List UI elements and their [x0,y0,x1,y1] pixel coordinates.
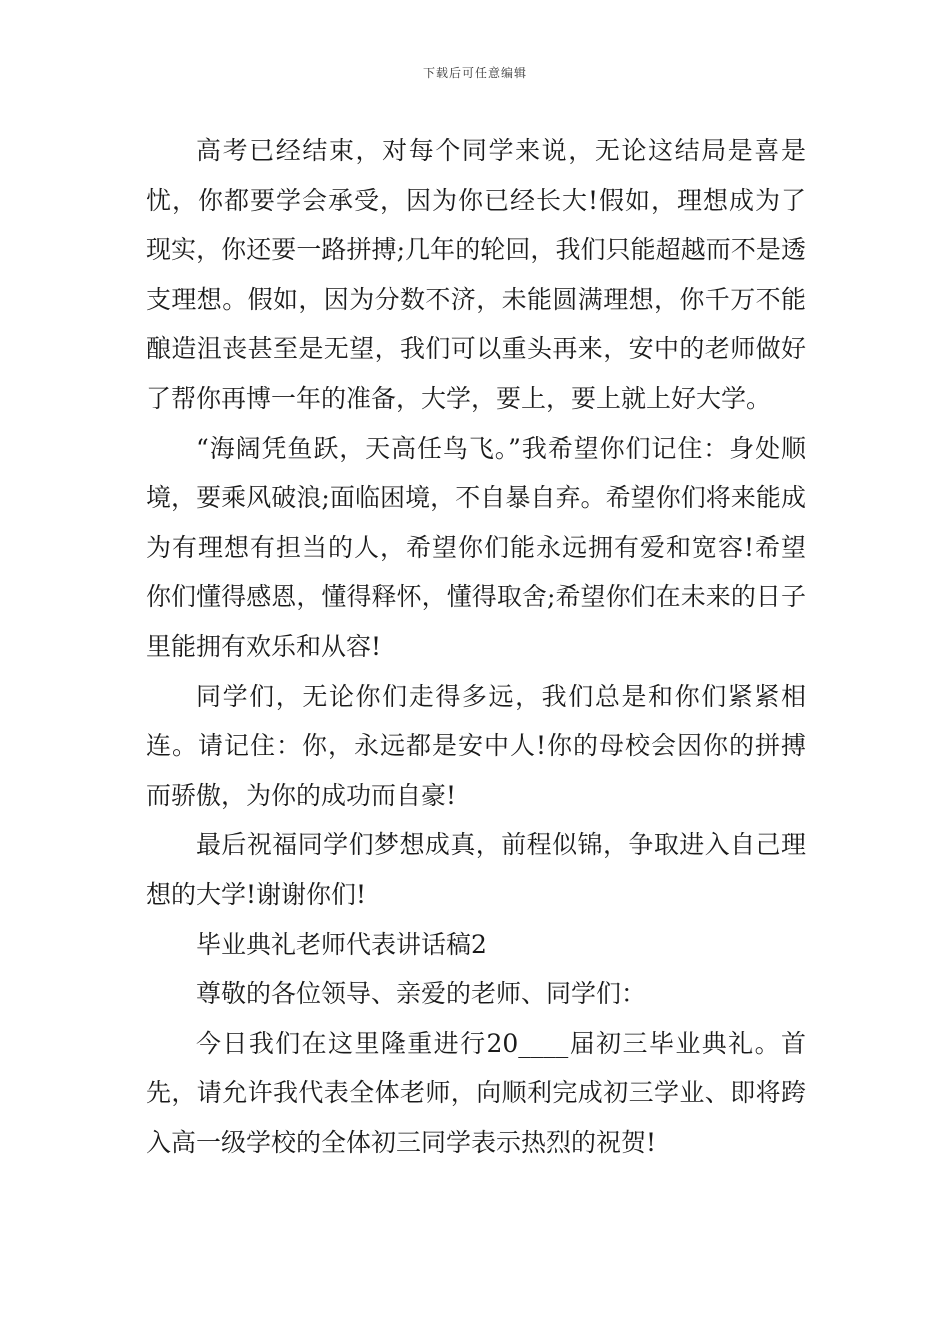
paragraph-salutation: 尊敬的各位领导、亲爱的老师、同学们： [196,979,647,1009]
paragraph-wishes: “海阔凭鱼跃，天高任鸟飞。”我希望你们记住：身处顺境，要乘风破浪;面临困境，不自暴自弃。希望你们将来能成为有理想有担当的人，希望你们能永远拥有爱和宽容!希望你们懂得感恩，懂得释怀，懂得取舍;希望你们在未来的日子里能拥有欢乐和从容! [146,433,806,661]
document-body [146,126,806,1167]
paragraph-ceremony-opening: 今日我们在这里隆重进行20____届初三毕业典礼。首先，请允许我代表全体老师，向顺利完成初三学业、即将跨入高一级学校的全体初三同学表示热烈的祝贺! [146,1028,806,1157]
paragraph-connection: 同学们，无论你们走得多远，我们总是和你们紧紧相连。请记住：你，永远都是安中人!你的母校会因你的拼搏而骄傲，为你的成功而自豪! [146,681,806,810]
paragraph-exam-result: 高考已经结束，对每个同学来说，无论这结局是喜是忧，你都要学会承受，因为你已经长大!假如，理想成为了现实，你还要一路拼搏;几年的轮回，我们只能超越而不是透支理想。假如，因为分数不济，未能圆满理想，你千万不能酿造沮丧甚至是无望，我们可以重头再来，安中的老师做好了帮你再博一年的准备，大学，要上，要上就上好大学。 [146,136,806,413]
paragraph-blessing: 最后祝福同学们梦想成真，前程似锦，争取进入自己理想的大学!谢谢你们! [146,830,806,909]
header-note: 下载后可任意编辑 [422,66,527,80]
section-title: 毕业典礼老师代表讲话稿2 [196,929,487,959]
